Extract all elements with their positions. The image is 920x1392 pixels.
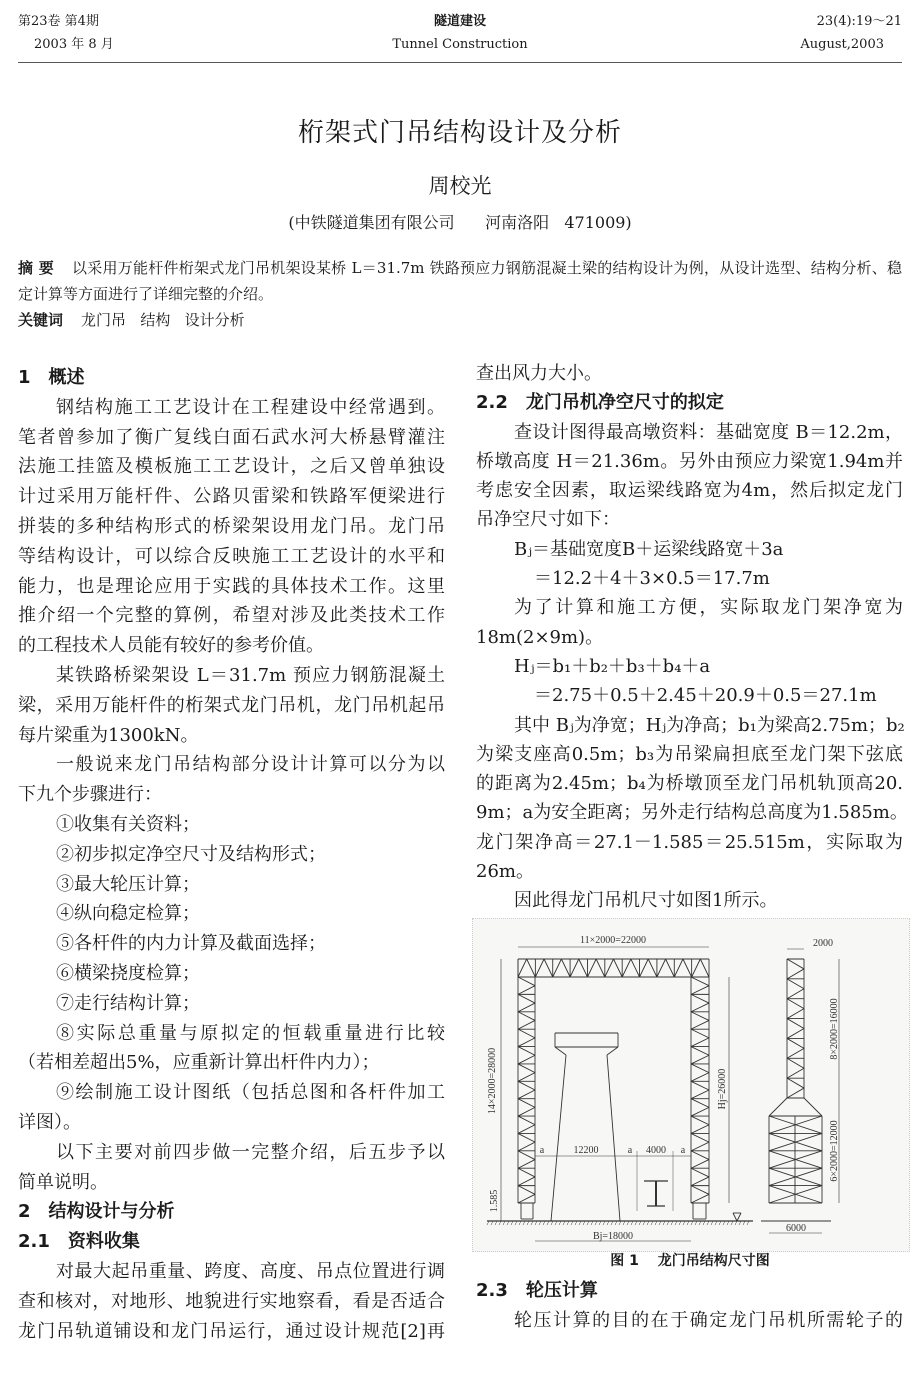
truss-member (787, 1038, 804, 1048)
text-line: 龙门架净高＝27.1－1.585＝25.515m，实际取为 (476, 831, 903, 853)
keywords (18, 307, 902, 333)
truss-member (691, 1160, 709, 1169)
truss-member (622, 959, 631, 977)
issue-date-cn: 2003 年 8 月 (34, 37, 114, 52)
section-heading: 2.2 龙门吊机净空尺寸的拟定 (476, 392, 724, 414)
journal-name-en: Tunnel Construction (392, 37, 528, 52)
text-line: 18m(2×9m)。 (476, 626, 604, 648)
truss-member (691, 1107, 709, 1116)
truss-member (561, 959, 570, 977)
truss-member (518, 1012, 535, 1021)
truss-member (691, 986, 709, 995)
text-line: 为梁支座高0.5m；b₃为吊梁扁担底至龙门架下弦底 (476, 743, 903, 765)
label-lane-width: 4000 (646, 1145, 666, 1156)
text-line: 查设计图得最高墩资料：基础宽度 B＝12.2m， (514, 421, 903, 443)
truss-member (787, 1058, 804, 1068)
left-column (18, 363, 445, 1346)
text-line: 能力，也是理论应用于实践的具体技术工作。这里 (18, 575, 445, 597)
truss-member (518, 1168, 535, 1177)
label-lower-side: 6×2000=12000 (829, 1120, 840, 1182)
label-left-height: 14×2000=28000 (487, 1047, 498, 1115)
text-line: 下九个步骤进行： (18, 784, 162, 806)
text-line: ①收集有关资料； (56, 813, 200, 835)
text-line: 计过采用万能杆件、公路贝雷梁和铁路军便梁进行 (18, 486, 445, 508)
text-line: 梁，采用万能杆件的桁架式龙门吊机，龙门吊机起吊 (18, 694, 445, 716)
truss-member (518, 1020, 535, 1029)
label-a: a (539, 1145, 545, 1156)
label-a: a (680, 1145, 686, 1156)
text-line: 查和核对，对地形、地貌进行实地察看，看是否适合 (18, 1290, 445, 1312)
truss-member (787, 1019, 804, 1029)
level-marker (737, 1213, 741, 1221)
text-line: 拼装的多种结构形式的桥梁架设用龙门吊。龙门吊 (18, 515, 445, 537)
text-line: 吊净空尺寸如下： (476, 509, 620, 531)
pier (607, 1047, 618, 1055)
pier (555, 1047, 566, 1055)
truss-member (518, 1090, 535, 1099)
truss-member (787, 989, 804, 999)
text-line: 详图）。 (18, 1111, 81, 1133)
section-heading: 2.1 资料收集 (18, 1231, 140, 1253)
right-column-continued (476, 1276, 903, 1336)
text-line: 考虑安全因素，取运梁线路宽为4m，然后拟定龙门 (476, 480, 903, 502)
truss-member (518, 1064, 535, 1073)
text-line: ＝2.75＋0.5＋2.45＋20.9＋0.5＝27.1m (534, 685, 877, 707)
truss-member (691, 1151, 709, 1160)
truss-member (518, 986, 535, 995)
truss-member (518, 1047, 535, 1056)
truss-member (544, 959, 553, 977)
text-line: 等结构设计，可以综合反映施工工艺设计的水平和 (18, 545, 445, 567)
text-line: 对最大起吊重量、跨度、高度、吊点位置进行调 (56, 1260, 445, 1282)
truss-member (683, 959, 692, 977)
text-line: ＝12.2＋4＋3×0.5＝17.7m (534, 568, 770, 590)
truss-member (518, 1003, 535, 1012)
truss-member (570, 959, 579, 977)
truss-member (518, 1133, 535, 1142)
label-side-base: 6000 (786, 1223, 806, 1234)
section-heading: 2 结构设计与分析 (18, 1201, 175, 1223)
truss-member (691, 1099, 709, 1108)
truss-member (674, 959, 683, 977)
section-heading: 1 概述 (18, 367, 85, 388)
text-line: 推介绍一个完整的算例，希望对涉及此类技术工作 (18, 605, 445, 627)
truss-member (691, 1168, 709, 1177)
abstract-label: 摘 要 (18, 259, 54, 277)
truss-member (518, 1194, 535, 1203)
truss-member (587, 959, 596, 977)
truss-member (518, 1160, 535, 1169)
section-heading: 2.3 轮压计算 (476, 1280, 598, 1301)
affiliation: (中铁隧道集团有限公司 河南洛阳 471009) (288, 213, 632, 232)
truss-member (518, 1107, 535, 1116)
truss-member (787, 1009, 804, 1019)
label-upper-side: 8×2000=16000 (829, 998, 840, 1060)
truss-member (700, 959, 709, 977)
keywords-text: 龙门吊 结构 设计分析 (81, 311, 245, 329)
text-line: 因此得龙门吊机尺寸如图1所示。 (514, 890, 778, 912)
truss-member (691, 1003, 709, 1012)
volume-issue: 第23卷 第4期 (18, 14, 99, 29)
text-line: 的工程技术人员能有较好的参考价值。 (18, 635, 324, 657)
truss-member (518, 1116, 535, 1125)
truss-member (518, 1125, 535, 1134)
label-a: a (627, 1145, 633, 1156)
text-line: 一般说来龙门吊结构部分设计计算可以分为以 (56, 754, 445, 776)
author: 周校光 (428, 174, 492, 198)
truss-member (666, 959, 675, 977)
pier (607, 1055, 620, 1221)
text-line: ⑤各杆件的内力计算及截面选择； (56, 933, 326, 955)
truss-member (518, 1151, 535, 1160)
truss-member (518, 959, 527, 977)
truss-member (691, 1177, 709, 1186)
text-line: 查出风力大小。 (476, 363, 602, 384)
truss-member (691, 1142, 709, 1151)
text-line: 笔者曾参加了衡广复线白面石武水河大桥悬臂灌注 (18, 426, 445, 448)
truss-member (579, 959, 588, 977)
truss-member (787, 1068, 804, 1078)
truss-member (518, 1029, 535, 1038)
text-line: ②初步拟定净空尺寸及结构形式； (56, 843, 326, 865)
abstract-text: 以采用万能杆件桁架式龙门吊机架设某桥 L＝31.7m 铁路预应力钢筋混凝土梁的结构设计为例，从设计选型、结构分析、稳定计算等方面进行了详细完整的介绍。 (18, 259, 902, 303)
page-range: 23(4):19～21 (816, 14, 902, 29)
journal-name-cn: 隧道建设 (433, 14, 486, 29)
pier (551, 1055, 566, 1221)
truss-member (518, 1038, 535, 1047)
text-line: ⑨绘制施工设计图纸（包括总图和各杆件加工 (56, 1082, 445, 1104)
text-line: 钢结构施工工艺设计在工程建设中经常遇到。 (56, 396, 445, 418)
truss-member (691, 1133, 709, 1142)
header-rule (18, 62, 902, 63)
truss-member (518, 1055, 535, 1064)
text-line: ③最大轮压计算； (56, 873, 200, 895)
truss-member (605, 959, 614, 977)
truss-member (535, 959, 544, 977)
text-line: Hⱼ＝b₁＋b₂＋b₃＋b₄＋a (514, 655, 711, 677)
truss-member (691, 1125, 709, 1134)
text-line: （若相差超出5%，应重新计算出杆件内力）； (18, 1052, 380, 1074)
truss-member (640, 959, 649, 977)
text-line: 的距离为2.45m；b₄为桥墩顶至龙门吊机轨顶高20. (476, 773, 903, 795)
text-line: 9m；a为安全距离；另外走行结构总高度为1.585m。 (476, 802, 908, 824)
truss-member (787, 999, 804, 1009)
text-line: ⑧实际总重量与原拟定的恒载重量进行比较 (56, 1022, 445, 1044)
text-line: 以下主要对前四步做一完整介绍，后五步予以 (56, 1141, 445, 1163)
text-line: 某铁路桥梁架设 L＝31.7m 预应力钢筋混凝土 (56, 664, 445, 686)
label-side-width: 2000 (813, 938, 833, 949)
label-base-height: 1.585 (489, 1189, 500, 1213)
text-line: 轮压计算的目的在于确定龙门吊机所需轮子的 (514, 1309, 903, 1331)
issue-date-en: August,2003 (800, 37, 884, 52)
abstract-body (18, 255, 902, 307)
truss-member (518, 1099, 535, 1108)
figure-caption: 图 1 龙门吊结构尺寸图 (610, 1253, 770, 1269)
label-clear-height: Hj=26000 (717, 1068, 728, 1110)
figure-1 (472, 918, 910, 1252)
truss-member (691, 977, 709, 986)
truss-member (691, 1038, 709, 1047)
gantry-crane-drawing (473, 919, 909, 1251)
text-line: 其中 Bⱼ为净宽；Hⱼ为净高；b₁为梁高2.75m；b₂ (514, 714, 905, 736)
truss-member (691, 1186, 709, 1195)
truss-member (691, 994, 709, 1003)
truss-member (527, 959, 536, 977)
truss-member (787, 979, 804, 989)
truss-member (691, 1090, 709, 1099)
truss-member (691, 1194, 709, 1203)
text-line: 桥墩高度 H＝21.36m。另外由预应力梁宽1.94m并 (476, 450, 903, 472)
text-line: 为了计算和施工方便，实际取龙门架净宽为 (514, 597, 903, 619)
text-line: 每片梁重为1300kN。 (18, 724, 199, 746)
truss-member (614, 959, 623, 977)
truss-member (691, 1055, 709, 1064)
label-clear-width: Bj=18000 (592, 1231, 634, 1242)
truss-member (596, 959, 605, 977)
truss-member (691, 1073, 709, 1082)
truss-member (691, 1029, 709, 1038)
truss-member (518, 977, 535, 986)
text-line: ④纵向稳定检算； (56, 903, 200, 925)
side-taper (804, 1098, 822, 1116)
truss-member (691, 1012, 709, 1021)
truss-member (657, 959, 666, 977)
truss-member (518, 1186, 535, 1195)
truss-member (787, 1029, 804, 1039)
side-taper (769, 1098, 787, 1116)
truss-member (518, 994, 535, 1003)
abstract (18, 255, 902, 333)
label-pier-width: 12200 (573, 1145, 599, 1156)
text-line: ⑦走行结构计算； (56, 992, 200, 1014)
truss-member (553, 959, 562, 977)
text-line: 26m。 (476, 861, 534, 883)
truss-member (787, 1048, 804, 1058)
truss-member (691, 1064, 709, 1073)
truss-member (518, 1073, 535, 1082)
truss-member (518, 1177, 535, 1186)
truss-member (787, 1078, 804, 1088)
truss-member (692, 959, 701, 977)
text-line: 龙门吊轨道铺设和龙门吊运行，通过设计规范[2]再 (18, 1320, 445, 1342)
truss-member (648, 959, 657, 977)
level-marker (733, 1213, 737, 1221)
text-line: 简单说明。 (18, 1171, 108, 1193)
truss-member (691, 1081, 709, 1090)
label-top-span: 11×2000=22000 (580, 935, 646, 946)
truss-member (631, 959, 640, 977)
text-line: 法施工挂篮及模板施工工艺设计，之后又曾单独设 (18, 456, 445, 478)
truss-member (787, 959, 804, 969)
text-line: ⑥横梁挠度检算； (56, 962, 200, 984)
truss-member (518, 1081, 535, 1090)
truss-member (691, 1047, 709, 1056)
right-column (476, 359, 908, 916)
keywords-label: 关键词 (18, 311, 64, 329)
truss-member (787, 1088, 804, 1098)
text-line: Bⱼ＝基础宽度B＋运梁线路宽＋3a (514, 538, 784, 560)
truss-member (691, 1020, 709, 1029)
paper-title: 桁架式门吊结构设计及分析 (297, 118, 622, 148)
truss-member (787, 969, 804, 979)
truss-member (691, 1116, 709, 1125)
truss-member (518, 1142, 535, 1151)
